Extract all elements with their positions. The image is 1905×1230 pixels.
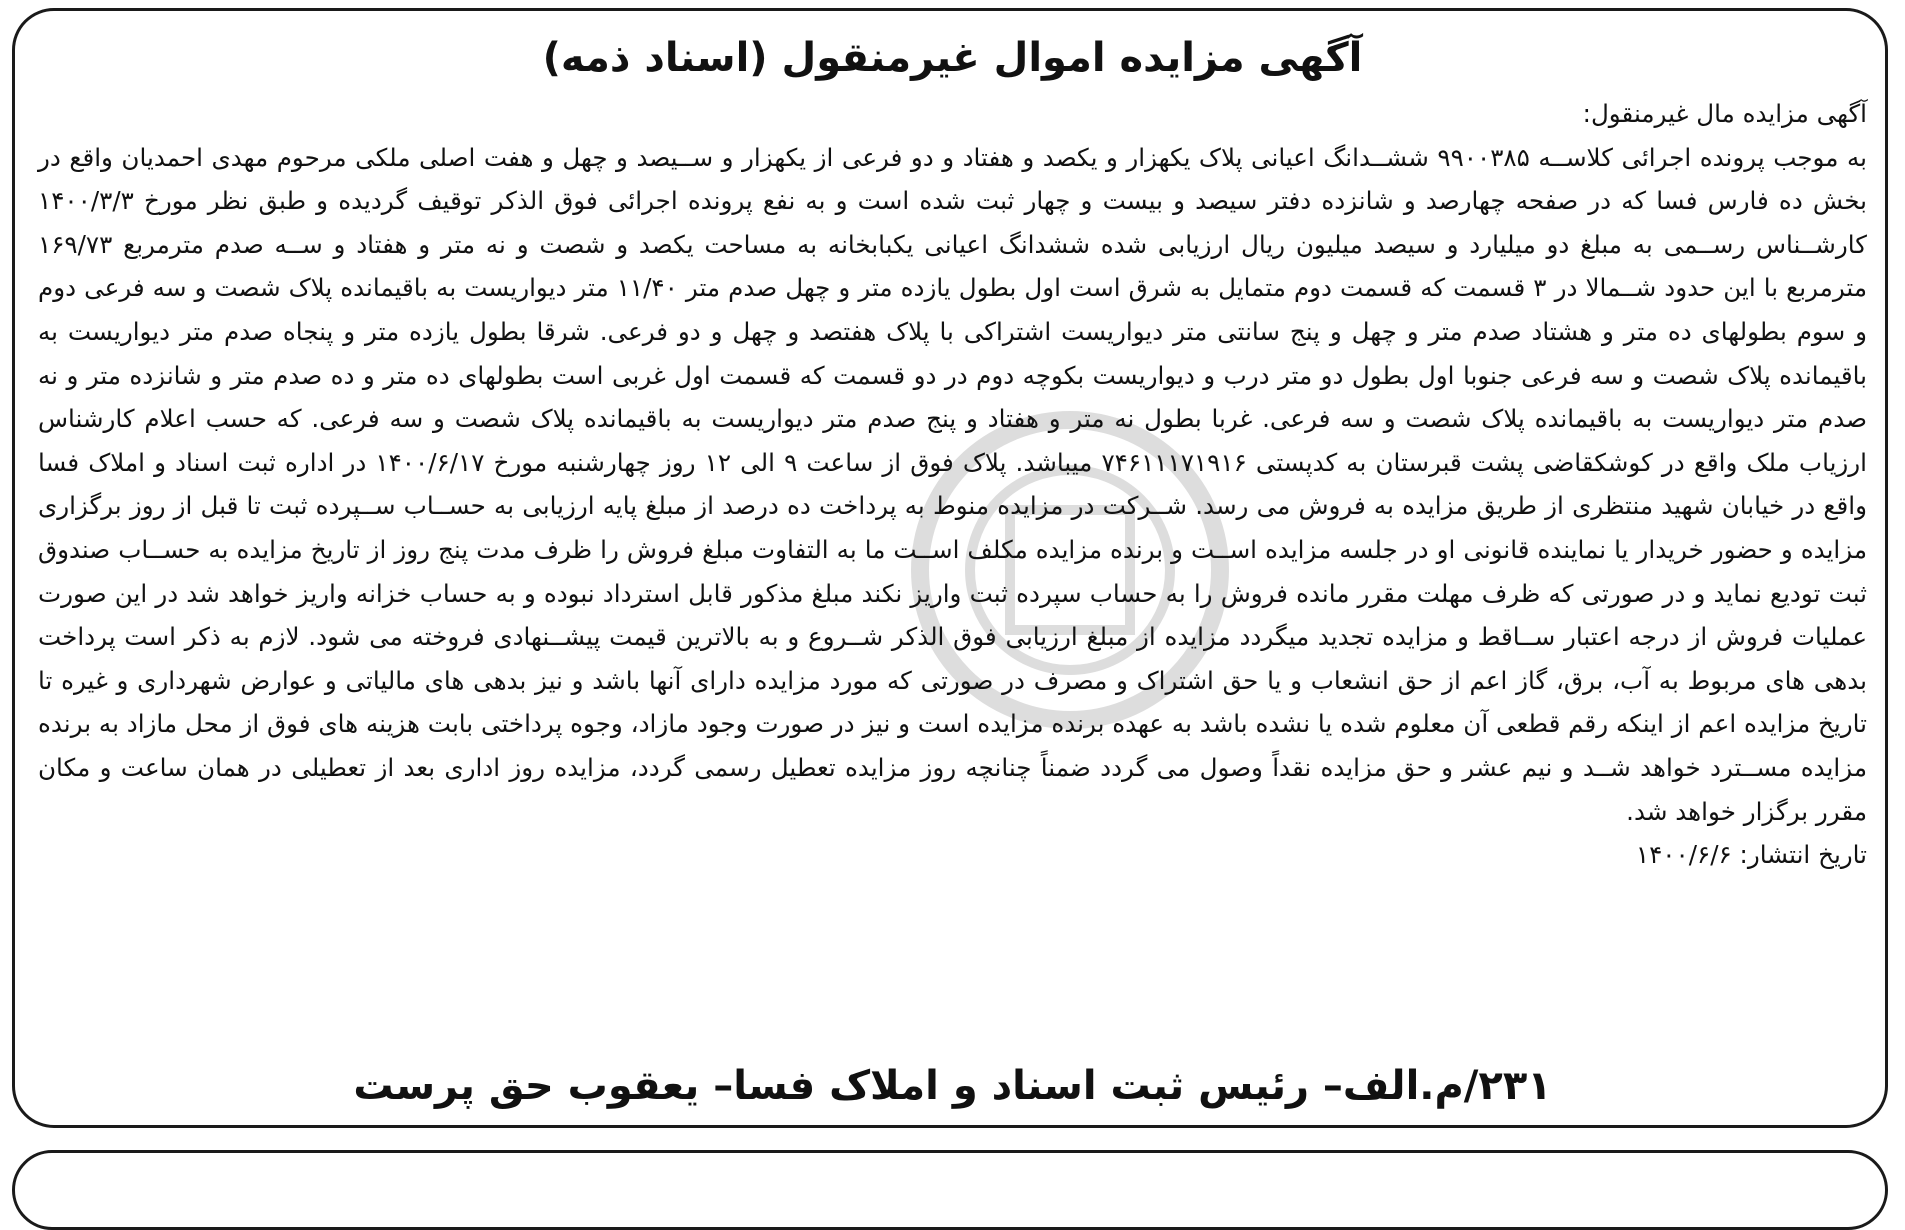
notice-body: به موجب پرونده اجرائی کلاســه ۹۹۰۰۳۸۵ ششــدانگ اعیانی پلاک یکهزار و یکصد و هفتاد و دو فرعی از یکهزار و ســیصد و چهل و هفت اصلی ملکی مرحوم مهدی احمدیان واقع در بخش ده فارس فسا که در صفحه چهارصد و شانزده دفتر سیصد و بیست و چهار ثبت شده است و به نفع پرونده اجرائی فوق الذکر توقیف گردیده و طبق نظر مورخ ۱۴۰۰/۳/۳ کارشــناس رســمی به مبلغ دو میلیارد و سیصد میلیون ریال ارزیابی شده ششدانگ اعیانی یکبابخانه به مساحت یکصد و شصت و نه متر و هفتاد و ســه صدم مترمربع ۱۶۹/۷۳ مترمربع با این حدود شــمالا در ۳ قسمت که قسمت دوم متمایل به شرق است اول بطول یازده متر و چهل صدم متر ۱۱/۴۰ متر دیواریست به باقیمانده پلاک شصت و سه فرعی دوم و سوم بطولهای ده متر و هشتاد صدم متر و چهل و پنج سانتی متر دیواریست اشتراکی با پلاک هفتصد و چهل و دو فرعی. شرقا بطول یازده متر و پنجاه صدم متر دیواریست به باقیمانده پلاک شصت و سه فرعی جنوبا اول بطول دو متر درب و دیواریست بکوچه دوم در دو قسمت که قسمت اول غربی است بطولهای ده متر و ده صدم متر و شانزده متر و نه صدم متر دیواریست به باقیمانده پلاک شصت و سه فرعی. غربا بطول نه متر و هفتاد و پنج صدم متر دیواریست به باقیمانده پلاک شصت و سه فرعی. که حسب اعلام کارشناس ارزیاب ملک واقع در کوشکقاضی پشت قبرستان به کدپستی ۷۴۶۱۱۱۷۱۹۱۶ میباشد. پلاک فوق از ساعت ۹ الی ۱۲ روز چهارشنبه مورخ ۱۴۰۰/۶/۱۷ در اداره ثبت اسناد و املاک فسا واقع در خیابان شهید منتظری از طریق مزایده به فروش می رسد. شــرکت در مزایده منوط به پرداخت ده درصد از مبلغ پایه ارزیابی به حســاب ســپرده ثبت تا قبل از روز برگزاری مزایده و حضور خریدار یا نماینده قانونی او در جلسه مزایده اســت و برنده مزایده مکلف اســت ما به التفاوت مبلغ فروش را ظرف مدت پنج روز از تاریخ مزایده به حســاب صندوق ثبت تودیع نماید و در صورتی که ظرف مهلت مقرر مانده فروش را به حساب سپرده ثبت واریز نکند مبلغ مذکور قابل استرداد نبوده و به حساب خزانه واریز خواهد شد در این صورت عملیات فروش از درجه اعتبار ســاقط و مزایده تجدید میگردد مزایده از مبلغ ارزیابی فوق الذکر شــروع و به بالاترین قیمت پیشــنهادی فروخته می شود. لازم به ذکر است پرداخت بدهی های مربوط به آب، برق، گاز اعم از حق انشعاب و یا حق اشتراک و مصرف در صورتی که مورد مزایده دارای آنها باشد و نیز بدهی های مالیاتی و عوارض شهرداری و غیره تا تاریخ مزایده اعم از اینکه رقم قطعی آن معلوم شده یا نشده باشد به عهده برنده مزایده است و نیز در صورت وجود مازاد، وجوه پرداختی بابت هزینه های فوق از محل مازاد به برنده مزایده مســترد خواهد شــد و نیم عشر و حق مزایده نقداً وصول می گردد ضمناً چنانچه روز مزایده تعطیل رسمی گردد، مزایده روز اداری بعد از تعطیلی در همان ساعت و مکان مقرر برگزار خواهد شد. — [38, 142, 1867, 826]
next-notice-frame — [12, 1150, 1888, 1230]
notice-intro: آگهی مزایده مال غیرمنقول: — [1582, 99, 1867, 128]
notice-content — [38, 92, 1867, 877]
notice-title: آگهی مزایده اموال غیرمنقول (اسناد ذمه) — [542, 35, 1363, 81]
notice-signature: ۲۳۱/م.الف– رئیس ثبت اسناد و املاک فسا– یعقوب حق پرست — [353, 1063, 1552, 1109]
publish-date: تاریخ انتشار: ۱۴۰۰/۶/۶ — [1635, 840, 1867, 870]
